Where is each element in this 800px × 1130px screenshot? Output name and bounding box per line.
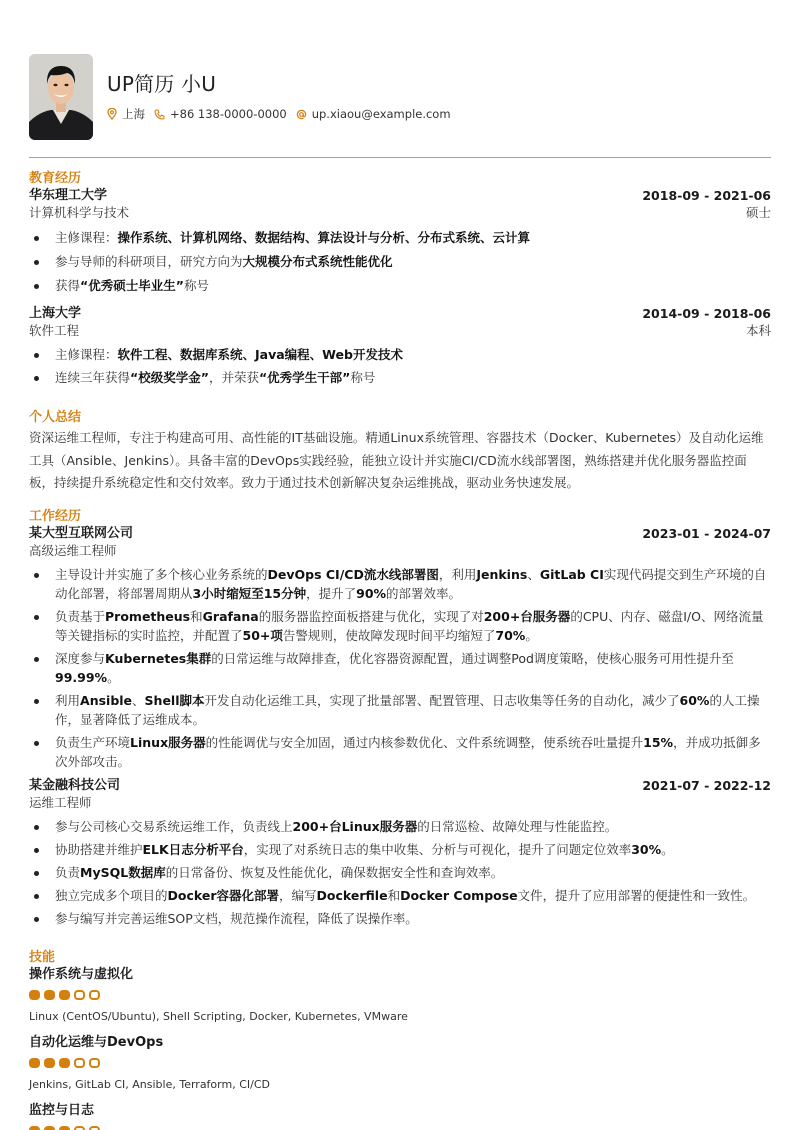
map-pin-icon — [107, 108, 117, 120]
rating-dot-filled-icon — [59, 1126, 70, 1130]
rating-dot-empty-icon — [89, 1126, 100, 1130]
rating-dot-empty-icon — [74, 1058, 85, 1068]
skill-description: Jenkins, GitLab CI, Ansible, Terraform, CI/CD — [29, 1078, 270, 1091]
list-item: 独立完成多个项目的Docker容器化部署，编写Dockerfile和Docker Compose文件，提升了应用部署的便捷性和一致性。 — [29, 886, 771, 905]
phone-text: +86 138-0000-0000 — [170, 107, 287, 121]
list-item: 深度参与Kubernetes集群的日常运维与故障排查，优化容器资源配置，通过调整Pod调度策略，使核心服务可用性提升至99.99%。 — [29, 649, 771, 687]
rating-dot-filled-icon — [44, 990, 55, 1000]
degree: 本科 — [745, 323, 771, 338]
list-item: 主修课程：操作系统、计算机网络、数据结构、算法设计与分析、分布式系统、云计算 — [29, 228, 771, 247]
list-item: 负责MySQL数据库的日常备份、恢复及性能优化，确保数据安全性和查询效率。 — [29, 863, 771, 882]
date-range: 2023-01 - 2024-07 — [642, 526, 771, 541]
skill-name: 操作系统与虚拟化 — [29, 967, 134, 982]
work-section — [29, 508, 771, 775]
education-entry — [29, 187, 771, 295]
skills-section — [29, 949, 771, 1130]
section-title-summary: 个人总结 — [29, 410, 82, 425]
education-entry — [29, 305, 771, 387]
phone-icon — [154, 109, 165, 120]
degree: 硕士 — [745, 205, 771, 220]
rating-dot-filled-icon — [59, 1058, 70, 1068]
skill-item — [29, 966, 771, 1024]
work-entry — [29, 525, 771, 771]
candidate-name: UP简历 小U — [107, 72, 217, 96]
section-title-education: 教育经历 — [29, 171, 82, 186]
summary-text: 资深运维工程师，专注于构建高可用、高性能的IT基础设施。精通Linux系统管理、容器技术（Docker、Kubernetes）及自动化运维工具（Ansible、Jenkins）。具备丰富的DevOps实践经验，能独立设计并实施CI/CD流水线部署图，熟练搭建并优化服务器监控面板，持续提升系统稳定性和交付效率。致力于通过技术创新解决复杂运维挑战，驱动业务快速发展。 — [29, 430, 764, 490]
resume-header — [29, 54, 460, 140]
education-section — [29, 170, 771, 391]
list-item: 主修课程：软件工程、数据库系统、Java编程、Web开发技术 — [29, 345, 771, 364]
work-entry — [29, 777, 771, 932]
contact-row — [107, 106, 460, 122]
rating-dot-empty-icon — [74, 1126, 85, 1130]
skill-level-rating — [29, 1058, 771, 1069]
skill-name: 监控与日志 — [29, 1103, 95, 1118]
date-range: 2021-07 - 2022-12 — [642, 778, 771, 793]
rating-dot-filled-icon — [59, 990, 70, 1000]
skill-level-rating — [29, 1126, 771, 1130]
rating-dot-filled-icon — [29, 1126, 40, 1130]
list-item: 参与编写并完善运维SOP文档，规范操作流程，降低了误操作率。 — [29, 909, 771, 928]
date-range: 2018-09 - 2021-06 — [642, 188, 771, 203]
skill-level-rating — [29, 990, 771, 1001]
rating-dot-filled-icon — [44, 1126, 55, 1130]
section-title-skills: 技能 — [29, 950, 56, 965]
contact-phone — [154, 107, 287, 121]
company-name: 某金融科技公司 — [29, 778, 121, 793]
contact-email — [296, 107, 451, 121]
skill-item — [29, 1102, 771, 1130]
avatar — [29, 54, 93, 140]
list-item: 负责生产环境Linux服务器的性能调优与安全加固，通过内核参数优化、文件系统调整，使系统吞吐量提升15%，并成功抵御多次外部攻击。 — [29, 733, 771, 771]
location-text: 上海 — [122, 107, 145, 121]
header-divider — [29, 157, 771, 158]
list-item: 连续三年获得“校级奖学金”，并荣获“优秀学生干部”称号 — [29, 368, 771, 387]
skill-description: Linux (CentOS/Ubuntu), Shell Scripting, Docker, Kubernetes, VMware — [29, 1010, 408, 1023]
job-role: 高级运维工程师 — [29, 543, 117, 558]
skill-item — [29, 1034, 771, 1092]
company-name: 某大型互联网公司 — [29, 526, 134, 541]
list-item: 主导设计并实施了多个核心业务系统的DevOps CI/CD流水线部署图，利用Jenkins、GitLab CI实现代码提交到生产环境的自动化部署，将部署周期从3小时缩短至15分钟，提升了90%的部署效率。 — [29, 565, 771, 603]
email-text[interactable]: up.xiaou@example.com — [311, 107, 451, 121]
rating-dot-empty-icon — [89, 1058, 100, 1068]
rating-dot-empty-icon — [74, 990, 85, 1000]
list-item: 协助搭建并维护ELK日志分析平台，实现了对系统日志的集中收集、分析与可视化，提升了问题定位效率30%。 — [29, 840, 771, 859]
list-item: 利用Ansible、Shell脚本开发自动化运维工具，实现了批量部署、配置管理、日志收集等任务的自动化，减少了60%的人工操作，显著降低了运维成本。 — [29, 691, 771, 729]
skill-name: 自动化运维与DevOps — [29, 1035, 164, 1050]
major: 计算机科学与技术 — [29, 205, 130, 220]
rating-dot-filled-icon — [29, 1058, 40, 1068]
at-sign-icon — [296, 109, 307, 120]
list-item: 负责基于Prometheus和Grafana的服务器监控面板搭建与优化，实现了对200+台服务器的CPU、内存、磁盘I/O、网络流量等关键指标的实时监控，并配置了50+项告警规则，使故障发现时间平均缩短了70%。 — [29, 607, 771, 645]
major: 软件工程 — [29, 323, 80, 338]
summary-section — [29, 409, 771, 495]
contact-location — [107, 106, 145, 122]
rating-dot-empty-icon — [89, 990, 100, 1000]
list-item: 参与公司核心交易系统运维工作，负责线上200+台Linux服务器的日常巡检、故障处理与性能监控。 — [29, 817, 771, 836]
list-item: 参与导师的科研项目，研究方向为大规模分布式系统性能优化 — [29, 252, 771, 271]
rating-dot-filled-icon — [44, 1058, 55, 1068]
school-name: 华东理工大学 — [29, 188, 108, 203]
school-name: 上海大学 — [29, 306, 82, 321]
rating-dot-filled-icon — [29, 990, 40, 1000]
job-role: 运维工程师 — [29, 795, 92, 810]
section-title-work: 工作经历 — [29, 509, 82, 524]
list-item: 获得“优秀硕士毕业生”称号 — [29, 276, 771, 295]
date-range: 2014-09 - 2018-06 — [642, 306, 771, 321]
